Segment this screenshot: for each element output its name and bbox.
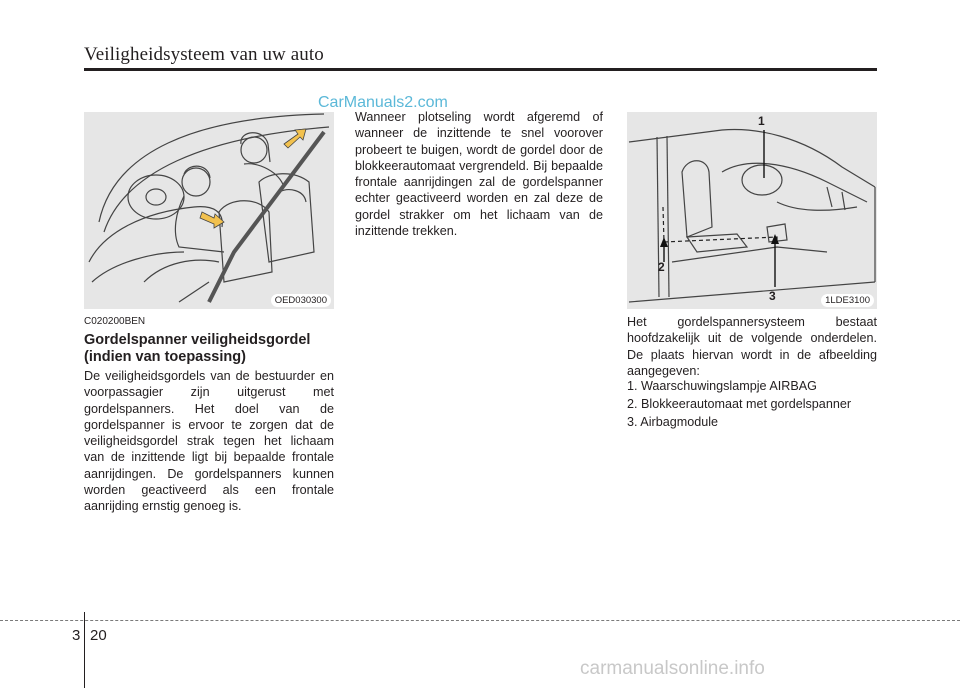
component-list [627, 377, 851, 431]
paragraph-intro: De veiligheidsgordels van de bestuurder en voorpassagier zijn uitgerust met gordelspanners. Het doel van de gordelspanner is ervoor te zorgen dat de veiligheidsgordel strak tegen het lichaam van de inzittende ligt bij bepaalde frontale aanrijdingen. De gordelspanners kunnen worden geactiveerd als een frontale aanrijding ernstig genoeg is. [84, 369, 334, 514]
figure-code-left: OED030300 [271, 294, 331, 307]
figure-code-right: 1LDE3100 [821, 294, 874, 307]
footer-divider [84, 612, 85, 688]
list-item: 3. Airbagmodule [627, 415, 719, 429]
page-header-title: Veiligheidsysteem van uw auto [84, 44, 324, 65]
page-section-number: 3 [72, 627, 81, 644]
callout-3: 3 [769, 289, 776, 303]
section-heading: Gordelspanner veiligheidsgordel (indien van toepassing) [84, 332, 311, 365]
illustration-drawing [84, 112, 334, 309]
list-item: 1. Waarschuwingslampje AIRBAG [627, 379, 817, 393]
section-code: C020200BEN [84, 316, 146, 327]
illustration-pretensioner-components [627, 112, 877, 309]
paragraph-components: Het gordelspannersysteem bestaat hoofdzakelijk uit de volgende onderdelen. De plaats hiervan wordt in de afbeelding aangegeven: [627, 315, 877, 378]
page-number: 20 [90, 627, 107, 644]
illustration-drawing [627, 112, 877, 309]
list-item: 2. Blokkeerautomaat met gordelspanner [627, 397, 852, 411]
header-rule [84, 68, 877, 71]
paragraph-locking: Wanneer plotseling wordt afgeremd of wanneer de inzittende te snel voorover probeert te buigen, wordt de gordel door de blokkeerautomaat vergrendeld. Bij bepaalde frontale aanrijdingen zal de gordelspanner echter geactiveerd worden en zal deze de gordel strakker om het lichaam van de inzittende trekken. [355, 110, 603, 239]
footer-dashed-line [0, 620, 960, 621]
illustration-seatbelt-pretensioner [84, 112, 334, 309]
watermark-top: CarManuals2.com [318, 94, 448, 111]
callout-1: 1 [758, 114, 765, 128]
callout-2: 2 [658, 260, 665, 274]
watermark-bottom: carmanualsonline.info [580, 658, 765, 679]
